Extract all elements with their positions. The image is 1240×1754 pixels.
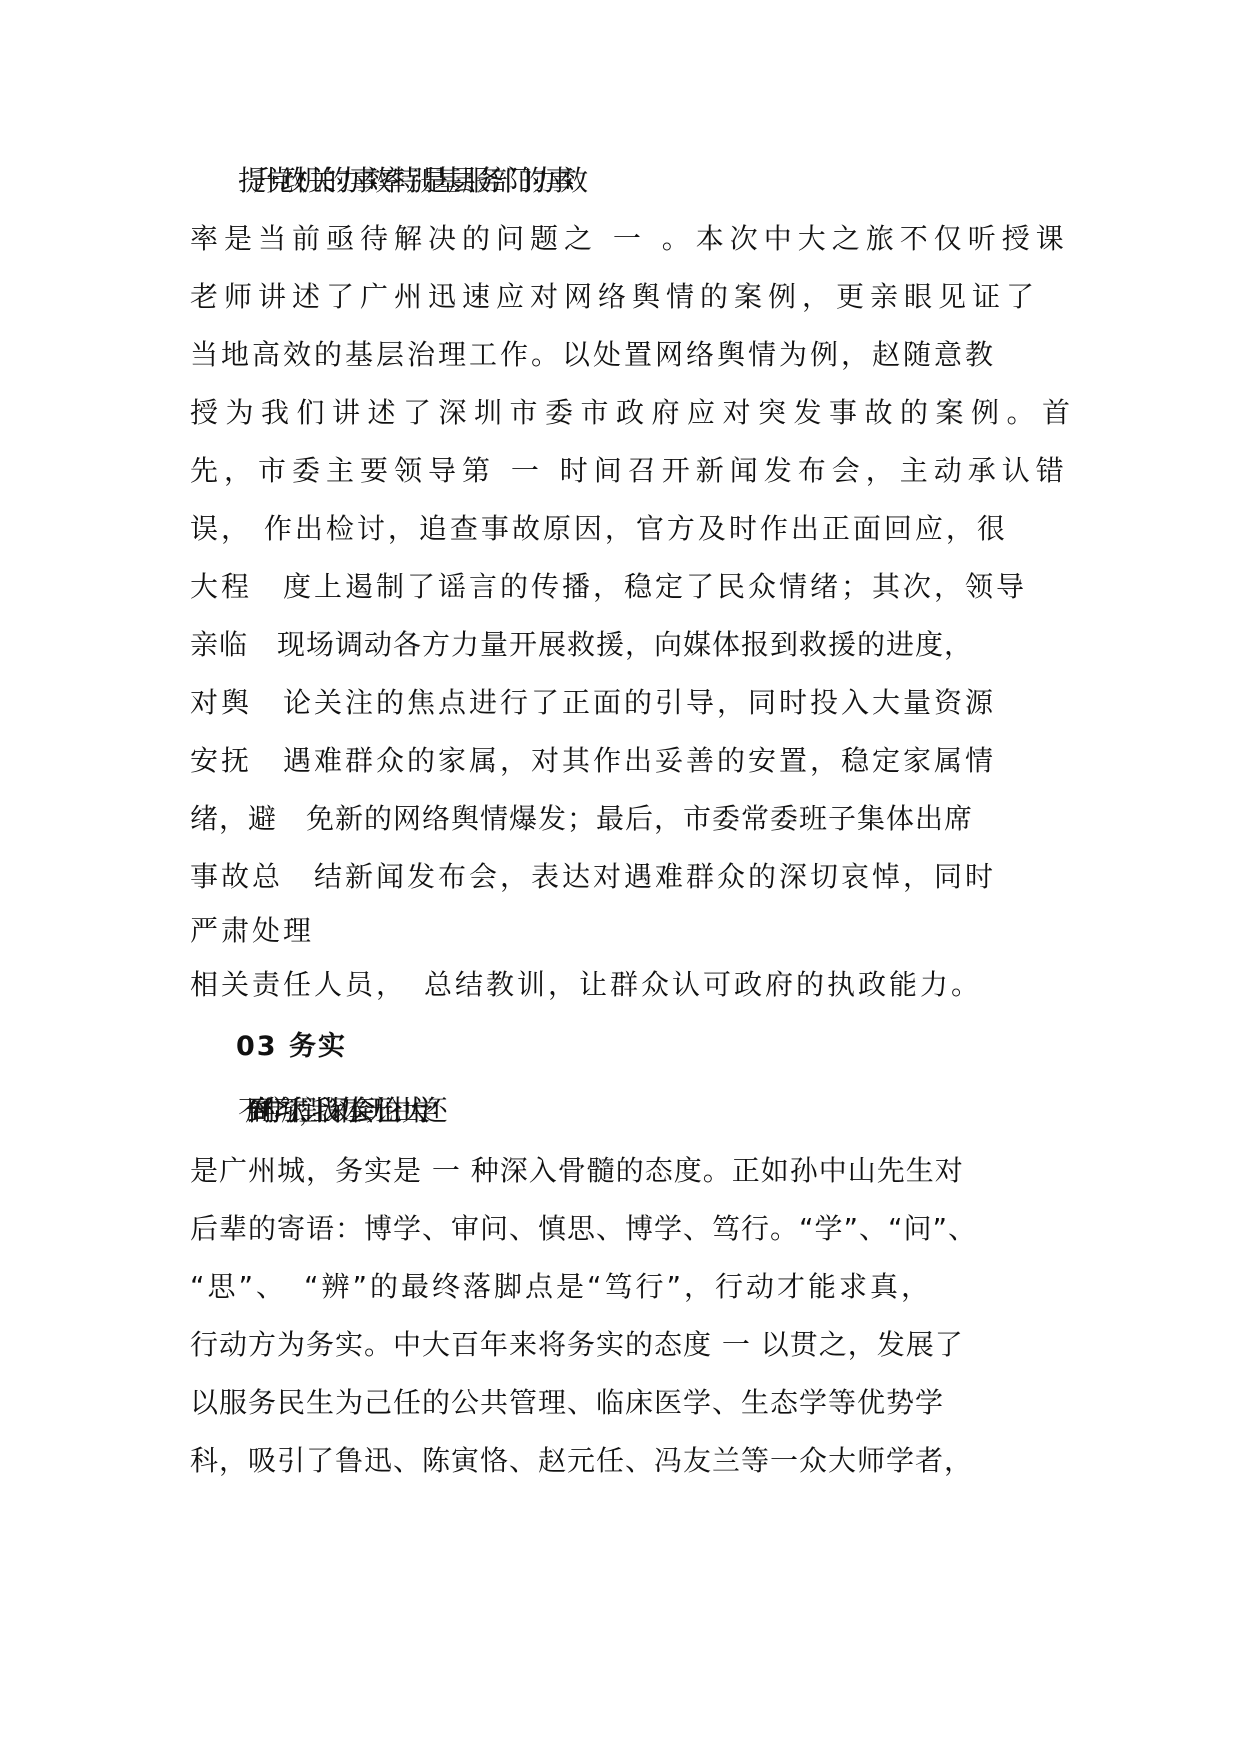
text-line: 严肃处理: [190, 914, 315, 947]
text-line: 授为我们讲述了深圳市委市政府应对突发事故的案例。首: [190, 396, 1078, 429]
text-line: “思”、 “辨”的最终落脚点是“笃行”，行动才能求真，: [190, 1270, 933, 1303]
text-line: 不到 一 周的学习旅程， 让我深切体会到无论中山大学还: [238, 1094, 429, 1127]
text-line: 事故总 结新闻发布会，表达对遇难群众的深切哀悼，同时: [190, 860, 997, 893]
text-line: 以服务民生为己任的公共管理、临床医学、生态学等优势学: [190, 1386, 945, 1419]
text-line: 行动方为务实。中大百年来将务实的态度 一 以贯之，发展了: [190, 1328, 964, 1361]
text-line: 绪，避 免新的网络舆情爆发；最后，市委常委班子集体出席: [190, 802, 974, 835]
text-line: 安抚 遇难群众的家属，对其作出妥善的安置，稳定家属情: [190, 744, 997, 777]
text-line: 科，吸引了鲁迅、陈寅恪、赵元任、冯友兰等一众大师学者，: [190, 1444, 974, 1477]
text-line: 后辈的寄语：博学、审问、慎思、博学、笃行。“学”、“问”、: [190, 1212, 978, 1245]
text-line: 率是当前亟待解决的问题之 一 。本次中大之旅不仅听授课: [190, 222, 1070, 255]
text-line: 大程 度上遏制了谣言的传播，稳定了民众情绪；其次，领导: [190, 570, 1028, 603]
text-line: 误， 作出检讨，追查事故原因，官方及时作出正面回应，很: [190, 512, 1008, 545]
text-line: 当地高效的基层治理工作。以处置网络舆情为例，赵随意教: [190, 338, 997, 371]
text-line: 是广州城，务实是 一 种深入骨髓的态度。正如孙中山先生对: [190, 1154, 964, 1187]
text-line: 亲临 现场调动各方力量开展救援，向媒体报到救援的进度，: [190, 628, 974, 661]
text-line: 老师讲述了广州迅速应对网络舆情的案例，更亲眼见证了: [190, 280, 1041, 313]
text-line: 先，市委主要领导第 一 时间召开新闻发布会，主动承认错: [190, 454, 1070, 487]
text-line: 对舆 论关注的焦点进行了正面的引导，同时投入大量资源: [190, 686, 997, 719]
section-heading: 03 务实: [236, 1031, 347, 1062]
text-line: 提升党政机关的办事效率特别是基层服务部门的办事效: [238, 164, 575, 197]
text-line: 相关责任人员， 总结教训，让群众认可政府的执政能力。: [190, 968, 983, 1001]
